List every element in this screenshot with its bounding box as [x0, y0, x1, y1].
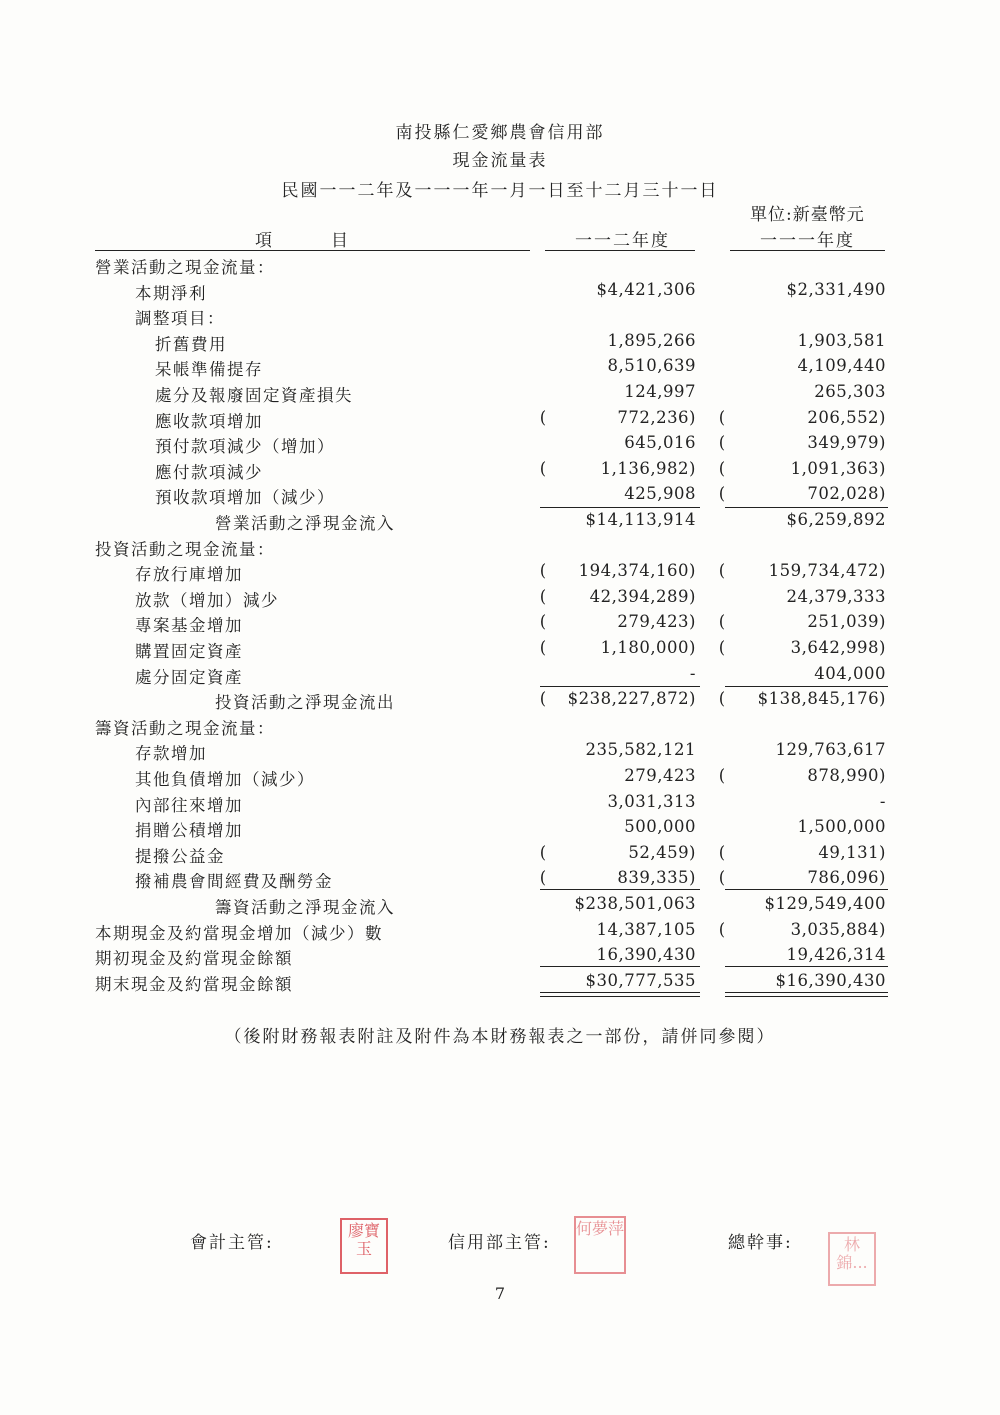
row-label: 處分固定資產 [135, 667, 243, 687]
seal-general: 林錦... [828, 1232, 876, 1286]
value-111: - [879, 791, 886, 811]
footnote: （後附財務報表附註及附件為本財務報表之一部份，請併同參閱） [224, 1027, 776, 1047]
value-112: 645,016 [624, 433, 696, 453]
table-row [0, 459, 1000, 484]
table-row [0, 740, 1000, 765]
table-row [0, 638, 1000, 663]
value-111: 3,642,998) [790, 638, 886, 657]
row-label: 營業活動之現金流量： [95, 258, 275, 277]
value-112: 1,895,266 [607, 330, 696, 350]
row-label: 內部往來增加 [135, 795, 243, 815]
table-row [0, 382, 1000, 407]
open-paren: ( [539, 458, 547, 478]
table-row [0, 612, 1000, 637]
value-112: 279,423 [624, 766, 696, 785]
header-rule-111 [730, 250, 885, 251]
value-111: 49,131) [818, 842, 886, 862]
seal-accounting: 廖寶玉 [340, 1218, 388, 1274]
seal-credit: 何夢萍 [574, 1216, 626, 1274]
value-111: $6,259,892 [786, 510, 886, 529]
value-112: 839,335) [617, 868, 696, 888]
open-paren: ( [539, 689, 547, 709]
page-number: 7 [494, 1284, 506, 1303]
value-111: $16,390,430 [775, 970, 886, 990]
value-112: 1,180,000) [600, 638, 696, 657]
table-row [0, 689, 1000, 714]
row-label: 應收款項增加 [155, 411, 263, 431]
row-label: 預收款項增加（減少） [155, 488, 335, 508]
table-row [0, 280, 1000, 305]
open-paren: ( [539, 612, 547, 632]
report-title: 現金流量表 [452, 151, 548, 171]
value-111: 878,990) [807, 766, 886, 785]
signature-accounting-label: 會計主管: [190, 1233, 274, 1253]
report-period: 民國一一二年及一一一年一月一日至十二月三十一日 [281, 181, 719, 201]
table-row [0, 484, 1000, 509]
value-111: 1,500,000 [797, 817, 886, 837]
value-112: 772,236) [617, 407, 696, 427]
row-label: 撥補農會間經費及酬勞金 [135, 872, 333, 892]
value-112: $238,501,063 [574, 894, 696, 913]
row-label: 存款增加 [135, 744, 207, 764]
value-112: $30,777,535 [585, 970, 696, 990]
total-double-rule [540, 992, 700, 997]
value-112: 500,000 [624, 817, 696, 837]
value-112: $14,113,914 [585, 510, 696, 529]
value-111: 129,763,617 [775, 740, 886, 760]
value-112: $4,421,306 [596, 279, 696, 299]
row-label: 投資活動之現金流量： [95, 539, 275, 559]
table-row [0, 510, 1000, 535]
open-paren: ( [539, 561, 547, 581]
value-111: 1,903,581 [797, 330, 886, 350]
row-label: 本期淨利 [135, 283, 207, 303]
open-paren: ( [718, 561, 726, 581]
table-row [0, 254, 1000, 279]
value-111: 786,096) [807, 868, 886, 888]
row-label: 期初現金及約當現金餘額 [95, 949, 293, 969]
value-111: 19,426,314 [786, 945, 886, 965]
row-label: 投資活動之淨現金流出 [215, 693, 395, 713]
header-year-112: 一一二年度 [575, 231, 670, 251]
open-paren: ( [718, 433, 726, 453]
value-112: 42,394,289) [589, 586, 696, 606]
open-paren: ( [718, 484, 726, 504]
open-paren: ( [718, 842, 726, 862]
header-rule-item [95, 250, 530, 251]
open-paren: ( [539, 407, 547, 427]
value-111: 3,035,884) [790, 919, 886, 939]
header-year-111: 一一一年度 [760, 231, 855, 251]
subtotal-rule [540, 507, 700, 508]
open-paren: ( [539, 868, 547, 888]
open-paren: ( [718, 766, 726, 785]
signature-credit-label: 信用部主管: [448, 1233, 551, 1253]
row-label: 應付款項減少 [155, 462, 263, 482]
row-label: 專案基金增加 [135, 616, 243, 636]
open-paren: ( [718, 407, 726, 427]
open-paren: ( [718, 612, 726, 632]
table-row [0, 715, 1000, 740]
value-111: 702,028) [807, 484, 886, 504]
value-112: 194,374,160) [578, 561, 696, 581]
row-label: 其他負債增加（減少） [135, 770, 315, 789]
row-label: 呆帳準備提存 [155, 360, 263, 380]
value-111: $129,549,400 [764, 894, 886, 913]
row-label: 籌資活動之現金流量： [95, 718, 275, 738]
total-double-rule [725, 992, 888, 997]
value-112: 52,459) [628, 842, 696, 862]
table-row [0, 356, 1000, 381]
value-111: 206,552) [807, 407, 886, 427]
table-row [0, 792, 1000, 817]
value-111: 4,109,440 [797, 356, 886, 376]
subtotal-rule [725, 686, 888, 687]
row-label: 本期現金及約當現金增加（減少）數 [95, 923, 383, 943]
row-label: 購置固定資產 [135, 642, 243, 661]
open-paren: ( [718, 689, 726, 709]
value-112: 279,423) [617, 612, 696, 632]
header-rule-112 [545, 250, 695, 251]
value-112: 3,031,313 [607, 791, 696, 811]
open-paren: ( [718, 868, 726, 888]
value-112: 16,390,430 [596, 945, 696, 965]
open-paren: ( [718, 919, 726, 939]
org-title: 南投縣仁愛鄉農會信用部 [395, 123, 605, 143]
table-row [0, 536, 1000, 561]
table-row [0, 305, 1000, 330]
subtotal-rule [725, 889, 888, 890]
value-112: 124,997 [624, 382, 696, 401]
row-label: 處分及報廢固定資產損失 [155, 386, 353, 405]
row-label: 捐贈公積增加 [135, 821, 243, 841]
open-paren: ( [539, 842, 547, 862]
subtotal-rule [540, 966, 700, 967]
value-112: $238,227,872) [567, 689, 696, 709]
header-item: 項 目 [255, 231, 350, 251]
signature-general-label: 總幹事: [728, 1233, 793, 1253]
row-label: 折舊費用 [155, 334, 227, 354]
subtotal-rule [725, 507, 888, 508]
value-112: 1,136,982) [600, 458, 696, 478]
row-label: 放款（增加）減少 [135, 590, 279, 610]
open-paren: ( [718, 458, 726, 478]
row-label: 籌資活動之淨現金流入 [215, 898, 395, 917]
subtotal-rule [725, 966, 888, 967]
value-111: 404,000 [814, 663, 886, 683]
open-paren: ( [539, 638, 547, 657]
row-label: 預付款項減少（增加） [155, 437, 335, 457]
table-row [0, 331, 1000, 356]
table-row [0, 408, 1000, 433]
currency-unit: 單位:新臺幣元 [750, 205, 865, 225]
table-row [0, 817, 1000, 842]
table-row [0, 433, 1000, 458]
value-111: 251,039) [807, 612, 886, 632]
value-112: 14,387,105 [596, 919, 696, 939]
value-111: $2,331,490 [786, 279, 886, 299]
table-row [0, 894, 1000, 919]
value-112: 8,510,639 [607, 356, 696, 376]
table-row [0, 843, 1000, 868]
value-112: 235,582,121 [585, 740, 696, 760]
table-row [0, 561, 1000, 586]
value-112: 425,908 [624, 484, 696, 504]
open-paren: ( [539, 586, 547, 606]
row-label: 營業活動之淨現金流入 [215, 514, 395, 533]
row-label: 調整項目： [135, 309, 225, 329]
row-label: 期末現金及約當現金餘額 [95, 974, 293, 994]
value-111: 265,303 [814, 382, 886, 401]
value-112: - [689, 663, 696, 683]
table-row [0, 766, 1000, 791]
row-label: 存放行庫增加 [135, 565, 243, 585]
table-row [0, 920, 1000, 945]
table-row [0, 664, 1000, 689]
row-label: 提撥公益金 [135, 846, 225, 866]
subtotal-rule [540, 686, 700, 687]
value-111: 349,979) [807, 433, 886, 453]
table-row [0, 587, 1000, 612]
value-111: 159,734,472) [768, 561, 886, 581]
value-111: $138,845,176) [757, 689, 886, 709]
open-paren: ( [718, 638, 726, 657]
subtotal-rule [540, 889, 700, 890]
value-111: 24,379,333 [786, 586, 886, 606]
value-111: 1,091,363) [790, 458, 886, 478]
